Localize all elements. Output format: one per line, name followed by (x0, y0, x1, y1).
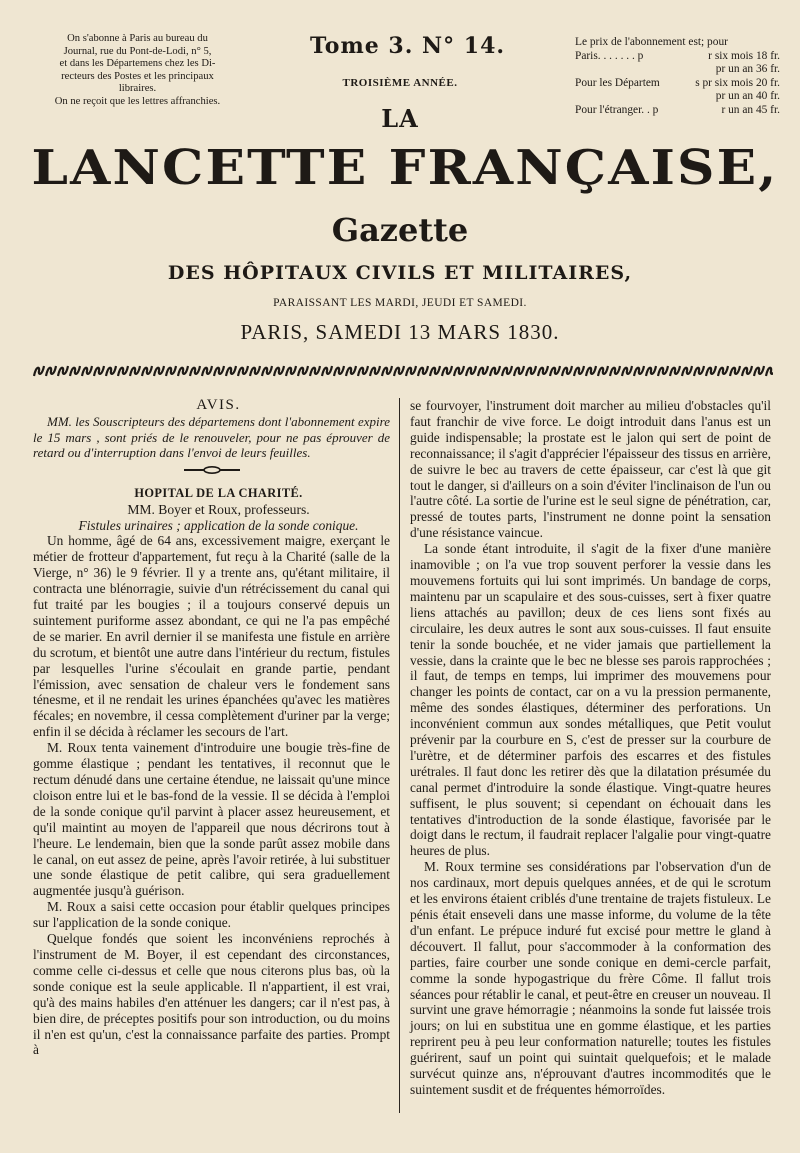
masthead-subtitle: DES HÔPITAUX CIVILS ET MILITAIRES, (167, 262, 633, 284)
ornamental-border (33, 362, 773, 380)
dateline: PARIS, SAMEDI 13 MARS 1830. (240, 320, 560, 344)
subscription-line: On ne reçoit que les lettres affranchies. (54, 95, 221, 107)
price-row: Paris. . . . . . . p r six mois 18 fr. (575, 49, 780, 62)
subscription-line: libraires. (118, 83, 157, 95)
article-paragraph: M. Roux a saisi cette occasion pour établir quelques principes sur l'application de la sonde conique. (33, 899, 390, 931)
article-paragraph: La sonde étant introduite, il s'agit de la fixer d'une manière inamovible ; on l'a vue trop souvent perforer la vessie dans les mouvemens fortuits qui lui sont imprimés. Un bandage de corps, maintenu par un scapulaire et des sous-cuisses, sert à fixer quatre liens attachés au pavillon; deux de ces liens sont fixés au circulaire, les deux autres le sont aux sous-cuisses. Il faut ensuite tenir la sonde bouchée, et ne vider jamais que partiellement la vessie, dans la crainte que le bec ne blesse ses parois rapprochées ; il faut, de temps en temps, lui imprimer des mouvemens pour changer les points de contact, car on a vu la pression permanente, même des sondes élastiques, déterminer des perforations. Un inconvénient commun aux sondes métalliques, que Petit voulut prévenir par la courbure en S, c'est de presser sur la courbure de l'urètre, et de déterminer parfois des escarres et des fistules urétrales. Il faut donc les retirer dès que la dilatation présumée du canal permet d'introduire la sonde élastique. Vingt-quatre heures suffisent, le plus souvent; si cependant on échouait dans les tentatives d'introduction de la sonde élastique, favorisée par le doigt dans le rectum, il faudrait replacer l'algalie pour vingt-quatre heures de plus. (410, 541, 771, 859)
gazette-title: Gazette (331, 211, 469, 249)
subscription-prices (575, 36, 780, 118)
publication-schedule: PARAISSANT LES MARDI, JEUDI ET SAMEDI. (273, 297, 527, 309)
article-paragraph: M. Roux termine ses considérations par l'observation d'un de nos cardinaux, mort depuis quelques années, et de qui le scrotum et les environs étaient criblés d'une trentaine de trajets fistuleux. Le pénis était enseveli dans une masse informe, du volume de la tête d'un enfant. Le prépuce induré fut excisé pour mettre le gland à découvert. Il fallut, pour s'accommoder à la conformation des parties, faire courber une sonde conique en demi-cercle parfait, comme la sonde hypogastrique du frère Côme. Il fallut trois séances pour rétablir le canal, et peut-être en creuser un nouveau. Il survint une grave hémorragie ; néanmoins la sonde fut laissée trois jours; on lui en substitua une en gomme élastique, et les parties reprirent peu à peu leur conformation naturelle; toutes les fistules guérirent, sauf un point qui suintait quelquefois; et le malade survécut quinze ans, n'éprouvant d'autres incommodités que le suintement susdit et de fréquentes hémorroïdes. (410, 859, 771, 1097)
article-paragraph: se fourvoyer, l'instrument doit marcher au milieu d'obstacles qu'il faut franchir de vive force. Le doigt introduit dans l'anus est un guide indispensable; la prostate est le jalon qui sert de point de reconnaissance; il s'agit d'apprécier l'épaisseur des tissus en arrière, de suivre le bec au travers de cette épaisseur, car c'est là que git tout le danger, si d'ailleurs on a soin d'éviter l'inclinaison de l'un ou l'autre côté. La sortie de l'urine est le seul signe de pénétration, car, pressé de toutes parts, l'instrument ne donne point la sensation d'une résistance vaincue. (410, 398, 771, 541)
notice-heading: AVIS. (196, 397, 241, 413)
article-topic: Fistules urinaires ; application de la sonde conique. (78, 517, 359, 533)
volume-number: Tome 3. N° 14. (309, 33, 506, 59)
price-row: Pour l'étranger. . p r un an 45 fr. (575, 103, 780, 116)
left-column (33, 398, 390, 1058)
price-intro: Le prix de l'abonnement est; pour (575, 36, 728, 48)
subscription-line: On s'abonne à Paris au bureau du (67, 33, 208, 44)
subscription-notice (30, 33, 245, 109)
masthead-title: LANCETTE FRANÇAISE, (31, 140, 779, 196)
article-paragraph: M. Roux tenta vainement d'introduire une bougie très-fine de gomme élastique ; pendant les tentatives, il reconnut que le rectum dénudé dans une certaine étendue, ne laissait qu'une mince cloison entre lui et le bas-fond de la vessie. Il se décida à l'emploi de la sonde conique qu'il parvint à placer assez heureusement, et qu'il maintint au moyen de l'appareil que nous décrirons tout à l'heure. Le lendemain, bien que la sonde parût assez mobile dans le canal, on eut assez de peine, après l'avoir retirée, à lui substituer une sonde élastique de petit calibre, qui sera graduellement augmentée jusqu'à guérison. (33, 740, 390, 899)
year-label: TROISIÈME ANNÉE. (342, 77, 458, 89)
article-paragraph: Un homme, âgé de 64 ans, excessivement maigre, exerçant le métier de frotteur d'appartement, fut reçu à la Charité (salle de la Vierge, n° 36) le 9 février. Il y a trente ans, qu'étant militaire, il contracta une blénorragie, suivie d'un rétrécissement du canal qui fut traité par les bougies ; il a toujours conservé depuis un suintement puriforme assez abondant, ce qui ne l'a pas empêché de se marier. En avril dernier il se manifesta une fistule en arrière du scrotum, et bientôt une autre dans l'intérieur du rectum, fistules par lesquelles l'urine s'écoulait en grande partie, pendant l'émission, avec sensation de chaleur vers le fondement sans ténesme, et il ne rendait les urines épanchées qu'avec les matières fécales; en novembre, il cessa complètement d'uriner par la verge; enfin il se décida à réclamer les secours de l'art. (33, 533, 390, 740)
section-ornament (182, 466, 242, 474)
notice-text: MM. les Souscripteurs des départemens dont l'abonnement expire le 15 mars , sont priés de le renouveler, pour ne pas éprouver de retard ou d'interruption dans l'envoi de leurs feuilles. (33, 413, 390, 461)
professors-line: MM. Boyer et Roux, professeurs. (127, 501, 310, 517)
article-paragraph: Quelque fondés que soient les inconvéniens reprochés à l'instrument de M. Boyer, il est cependant des circonstances, comme celle ci-dessus et celle que nous citerons plus bas, où la sonde conique est la seule applicable. Il n'appartient, il est vrai, qu'à des mains habiles d'en atténuer les dangers; car il n'est pas, à bien dire, de préceptes positifs pour son introduction, ou du moins il n'en est qu'un, c'est la connaissance parfaite des parties. Prompt à (33, 931, 390, 1058)
subscription-line: et dans les Départemens chez les Di- (59, 58, 216, 70)
subscription-line: recteurs des Postes et les principaux (61, 70, 214, 82)
price-row: pr un an 36 fr. (715, 63, 780, 76)
right-column (410, 398, 771, 1098)
price-row: pr un an 40 fr. (715, 90, 780, 103)
masthead-article: LA (381, 104, 419, 133)
subscription-line: Journal, rue du Pont-de-Lodi, n° 5, (63, 45, 212, 57)
price-row: Pour les Départem s pr six mois 20 fr. (575, 76, 780, 89)
column-divider (399, 398, 400, 1113)
hospital-heading: HOPITAL DE LA CHARITÉ. (134, 485, 303, 500)
